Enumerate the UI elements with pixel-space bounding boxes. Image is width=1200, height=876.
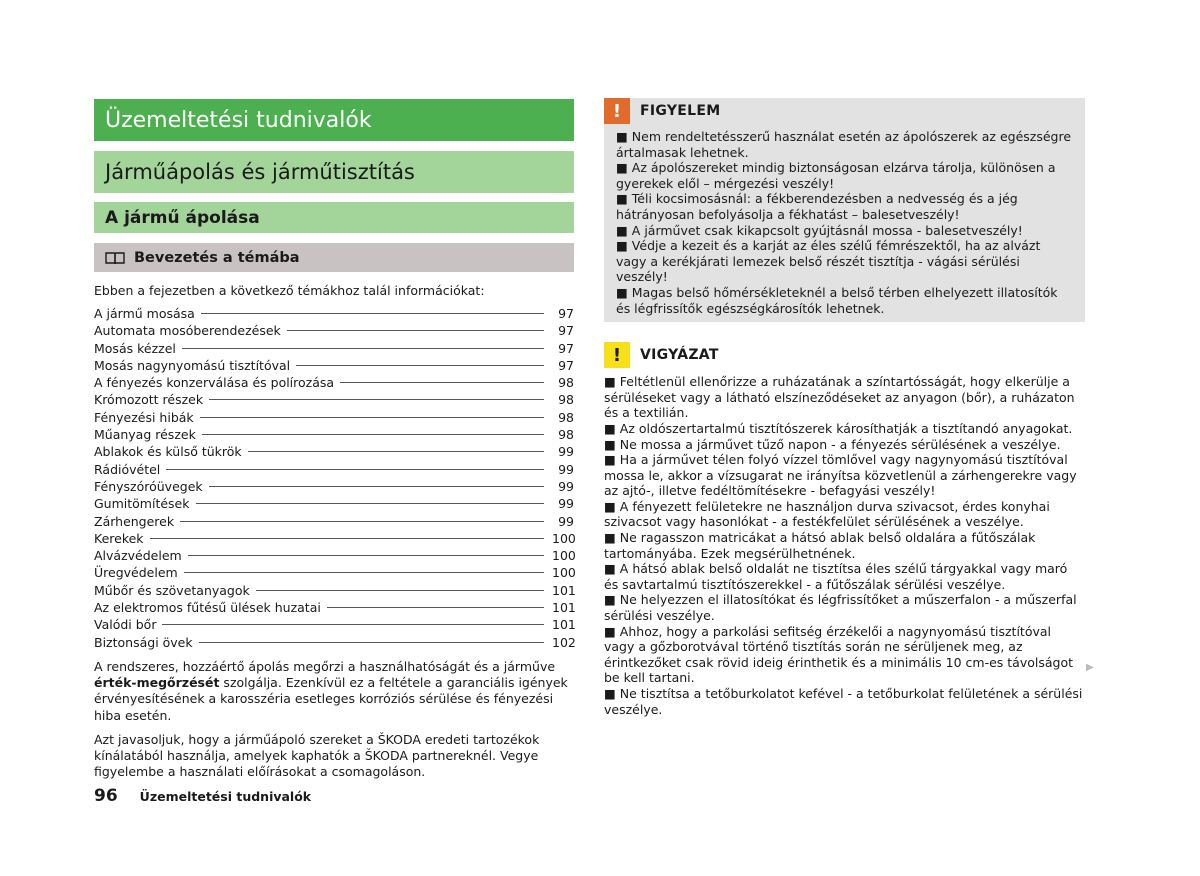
toc-leader-line bbox=[150, 538, 544, 539]
toc-entry-label: Üregvédelem bbox=[94, 565, 178, 581]
vigyazat-item-text: Ne tisztítsa a tetőburkolatot kefével - a tetőburkolat felületének a sérülési veszélye. bbox=[604, 686, 1083, 717]
intro-text: Ebben a fejezetben a következő témákhoz talál információkat: bbox=[94, 283, 485, 298]
figyelem-item-text: Az ápolószereket mindig biztonságosan elzárva tárolja, különösen a gyerekek elől – mérgezési veszély! bbox=[616, 160, 1056, 191]
toc-entry-label: Ablakok és külső tükrök bbox=[94, 444, 242, 460]
bullet-icon: ■ bbox=[616, 191, 632, 207]
toc-leader-line bbox=[200, 417, 544, 418]
vigyazat-item-text: Ahhoz, hogy a parkolási sefitség érzékelői a nagynyomású tisztítóval vagy a gőzborotvával történő tisztítás során ne sérüljenek meg, az érintkezőket csak rövid ideig érinthetik és a minimális 10 cm-es távolságot be kell tartani. bbox=[604, 623, 1074, 686]
vigyazat-item bbox=[604, 561, 1085, 592]
vigyazat-box bbox=[604, 342, 1085, 717]
toc-leader-line bbox=[327, 607, 544, 608]
toc-entry[interactable] bbox=[94, 409, 574, 426]
figyelem-item-text: Téli kocsimosásnál: a fékberendezésben a nedvesség és a jég hátrányosan befolyásolja a fékhatást – balesetveszély! bbox=[616, 191, 1018, 222]
toc-entry-page: 101 bbox=[552, 600, 576, 616]
figyelem-title: FIGYELEM bbox=[640, 103, 721, 119]
toc-leader-line bbox=[287, 330, 544, 331]
topic-heading bbox=[94, 243, 574, 272]
bullet-icon: ■ bbox=[604, 498, 620, 514]
bullet-icon: ■ bbox=[604, 530, 620, 546]
figyelem-item-text: Védje a kezeit és a karját az éles szélű fémrészektől, ha az alvázt vagy a kerékjárati lemezek belső részét tisztítja - vágási sérülési veszély! bbox=[616, 238, 1041, 285]
toc-entry-page: 102 bbox=[552, 634, 576, 650]
vigyazat-item-text: Ne helyezzen el illatosítókat és légfrissítőket a műszerfalon - a műszerfal sérülési veszélye. bbox=[604, 592, 1077, 624]
vigyazat-item-text: Ne ragasszon matricákat a hátsó ablak belső oldalára a fűtőszálak tartományába. Ezek megsérülhetnének. bbox=[604, 530, 1036, 561]
bullet-icon: ■ bbox=[616, 222, 632, 238]
toc-entry-page: 101 bbox=[552, 617, 576, 633]
toc-entry-label: Valódi bőr bbox=[94, 617, 157, 633]
toc-entry[interactable] bbox=[94, 513, 574, 530]
toc-entry-label: Alvázvédelem bbox=[94, 548, 182, 564]
toc-entry-label: Az elektromos fűtésű ülések huzatai bbox=[94, 600, 321, 616]
toc-leader-line bbox=[182, 348, 544, 349]
vigyazat-item bbox=[604, 452, 1085, 499]
toc-leader-line bbox=[209, 399, 544, 400]
toc-leader-line bbox=[209, 486, 544, 487]
figyelem-item bbox=[616, 191, 1073, 222]
paragraph-1 bbox=[94, 659, 574, 724]
toc-entry-page: 100 bbox=[552, 548, 576, 564]
page-footer bbox=[94, 786, 311, 806]
paragraph-1-text: A rendszeres, hozzáértő ápolás megőrzi a használhatóságát és a járműve bbox=[94, 658, 556, 674]
toc-entry[interactable] bbox=[94, 582, 574, 599]
toc-leader-line bbox=[166, 469, 544, 470]
vigyazat-item bbox=[604, 592, 1085, 623]
figyelem-item bbox=[616, 223, 1073, 239]
vigyazat-title: VIGYÁZAT bbox=[640, 347, 719, 364]
footer-title: Üzemeltetési tudnivalók bbox=[139, 789, 312, 804]
vigyazat-item-text: A hátsó ablak belső oldalát ne tisztítsa éles szélű tárgyakkal vagy maró és savtartalmú tisztítószerekkel - a fűtőszálak sérülési veszélye. bbox=[604, 561, 1068, 592]
toc-entry-label: Műanyag részek bbox=[94, 427, 196, 443]
bullet-icon: ■ bbox=[616, 238, 632, 254]
toc-leader-line bbox=[340, 382, 544, 383]
vigyazat-item bbox=[604, 530, 1085, 561]
vigyazat-header bbox=[604, 342, 1085, 368]
vigyazat-item-text: Az oldószertartalmú tisztítószerek károsíthatják a tisztítandó anyagokat. bbox=[619, 420, 1073, 436]
toc-entry[interactable] bbox=[94, 564, 574, 581]
bullet-icon: ■ bbox=[604, 420, 620, 436]
toc-entry-page: 98 bbox=[558, 392, 574, 408]
toc-entry-page: 97 bbox=[558, 340, 574, 356]
continue-arrow-icon: ▶ bbox=[1086, 662, 1094, 673]
toc-entry[interactable] bbox=[94, 530, 574, 547]
section-heading: Járműápolás és járműtisztítás bbox=[94, 151, 574, 193]
toc-entry[interactable] bbox=[94, 599, 574, 616]
bullet-icon: ■ bbox=[616, 284, 632, 300]
figyelem-header bbox=[612, 98, 1073, 124]
bullet-icon: ■ bbox=[604, 623, 620, 639]
toc-entry-label: Zárhengerek bbox=[94, 513, 175, 529]
caution-icon: ! bbox=[604, 342, 630, 368]
vigyazat-item bbox=[604, 624, 1085, 686]
toc-entry[interactable] bbox=[94, 340, 574, 357]
toc-leader-line bbox=[188, 555, 544, 556]
figyelem-list bbox=[616, 129, 1073, 316]
toc-entry-label: Gumitömítések bbox=[94, 496, 190, 512]
toc-entry[interactable] bbox=[94, 357, 574, 374]
paragraph-1-bold: érték-megőrzését bbox=[94, 675, 220, 691]
figyelem-item bbox=[616, 238, 1073, 285]
toc-entry-label: Mosás nagynyomású tisztítóval bbox=[94, 357, 291, 373]
toc-entry-page: 99 bbox=[558, 478, 574, 494]
toc-entry-page: 98 bbox=[558, 375, 574, 391]
toc-entry[interactable] bbox=[94, 305, 574, 322]
toc-entry-page: 101 bbox=[552, 582, 576, 598]
bullet-icon: ■ bbox=[604, 436, 620, 452]
vigyazat-item-text: Ne mossa a járművet tűző napon - a fényezés sérülésének a veszélye. bbox=[619, 436, 1061, 452]
toc-entry-label: Automata mosóberendezések bbox=[94, 323, 281, 339]
toc-entry-page: 100 bbox=[552, 565, 576, 581]
bullet-icon: ■ bbox=[604, 592, 620, 608]
bullet-icon: ■ bbox=[604, 561, 620, 577]
vigyazat-item-text: Ha a járművet télen folyó vízzel tömlővel vagy nagynyomású tisztítóval mossa le, akkor a vízsugarat ne irányítsa közvetlenül a zárhengerekre vagy az ajtó-, illetve fedéltömítésekre - befagyási veszély! bbox=[604, 452, 1077, 499]
vigyazat-item-text: A fényezett felületekre ne használjon durva szivacsot, érdes konyhai szivacsot vagy hasonlókat - a festékfelület sérülésének a veszélye. bbox=[604, 498, 1050, 530]
toc-entry[interactable] bbox=[94, 391, 574, 408]
toc-entry-label: Műbőr és szövetanyagok bbox=[94, 582, 250, 598]
toc-leader-line bbox=[184, 572, 544, 573]
toc-entry-label: Biztonsági övek bbox=[94, 634, 193, 650]
figyelem-item bbox=[616, 129, 1073, 160]
toc-entry-label: Fényezési hibák bbox=[94, 409, 194, 425]
toc-entry-page: 100 bbox=[552, 530, 576, 546]
bullet-icon: ■ bbox=[604, 374, 620, 390]
toc-entry-page: 99 bbox=[558, 461, 574, 477]
toc-leader-line bbox=[248, 451, 544, 452]
toc-entry-label: A jármű mosása bbox=[94, 306, 195, 321]
toc-entry-label: Rádióvétel bbox=[94, 461, 161, 477]
figyelem-item-text: Magas belső hőmérsékleteknél a belső térben elhelyezett illatosítók és légfrissítők egészségkárosítók lehetnek. bbox=[616, 284, 1058, 316]
vigyazat-item bbox=[604, 421, 1085, 437]
page-number: 96 bbox=[94, 786, 118, 806]
toc-entry[interactable] bbox=[94, 426, 574, 443]
bullet-icon: ■ bbox=[616, 160, 632, 176]
toc-entry[interactable] bbox=[94, 616, 574, 633]
right-column bbox=[604, 98, 1085, 717]
toc-entry[interactable] bbox=[94, 634, 574, 651]
toc-entry-page: 99 bbox=[558, 444, 574, 460]
figyelem-item bbox=[616, 285, 1073, 316]
toc-entry-page: 99 bbox=[558, 496, 574, 512]
toc-leader-line bbox=[180, 521, 544, 522]
toc-leader-line bbox=[256, 590, 544, 591]
toc-leader-line bbox=[162, 624, 544, 625]
topic-heading-text: Bevezetés a témába bbox=[134, 249, 300, 266]
toc-entry-label: Mosás kézzel bbox=[94, 340, 176, 356]
bullet-icon: ■ bbox=[616, 129, 632, 144]
toc-leader-line bbox=[296, 365, 544, 366]
vigyazat-item-text: Feltétlenül ellenőrizze a ruházatának a színtartósságát, hogy elkerülje a sérüléseket vagy a látható elszíneződéseket az anyagon (bőr), a ruházaton és a textilián. bbox=[604, 374, 1075, 421]
vigyazat-item bbox=[604, 437, 1085, 453]
toc-entry-page: 97 bbox=[558, 357, 574, 373]
toc-entry[interactable] bbox=[94, 495, 574, 512]
table-of-contents bbox=[94, 305, 574, 651]
warning-icon: ! bbox=[604, 98, 630, 124]
toc-entry-label: A fényezés konzerválása és polírozása bbox=[94, 375, 335, 391]
toc-leader-line bbox=[199, 642, 544, 643]
vigyazat-item bbox=[604, 686, 1085, 717]
vigyazat-item bbox=[604, 499, 1085, 530]
toc-entry-label: Fényszóróüvegek bbox=[94, 478, 203, 494]
toc-entry-page: 97 bbox=[558, 323, 574, 339]
toc-entry[interactable] bbox=[94, 547, 574, 564]
toc-entry-label: Krómozott részek bbox=[94, 392, 204, 408]
paragraph-2: Azt javasoljuk, hogy a járműápoló szereket a ŠKODA eredeti tartozékok kínálatából használja, amelyek kaphatók a ŠKODA partnereknél. Vegye figyelembe a használati előírásokat a csomagoláson. bbox=[94, 731, 540, 780]
figyelem-item-text: Nem rendeltetésszerű használat esetén az ápolószerek az egészségre ártalmasak lehetnek. bbox=[616, 129, 1072, 160]
bullet-icon: ■ bbox=[604, 686, 620, 701]
toc-entry-page: 99 bbox=[558, 513, 574, 529]
toc-entry-page: 97 bbox=[558, 306, 574, 321]
paragraph-1-text-end: szolgálja. Ezenkívül ez a feltétele a garanciális igények érvényesítésének a karosszéria esetleges korróziós sérülése és fényezési hiba esetén. bbox=[94, 675, 568, 723]
bullet-icon: ■ bbox=[604, 452, 620, 468]
toc-entry-page: 98 bbox=[558, 409, 574, 425]
toc-entry-page: 98 bbox=[558, 427, 574, 443]
subsection-heading: A jármű ápolása bbox=[94, 202, 574, 233]
toc-leader-line bbox=[201, 313, 544, 314]
toc-entry[interactable] bbox=[94, 322, 574, 339]
toc-entry[interactable] bbox=[94, 374, 574, 391]
toc-entry[interactable] bbox=[94, 461, 574, 478]
toc-entry-label: Kerekek bbox=[94, 530, 144, 546]
figyelem-box bbox=[604, 98, 1085, 322]
figyelem-item-text: A járművet csak kikapcsolt gyújtásnál mossa - balesetveszély! bbox=[631, 222, 1023, 238]
toc-leader-line bbox=[196, 503, 545, 504]
book-icon bbox=[105, 251, 125, 265]
figyelem-item bbox=[616, 160, 1073, 191]
left-column bbox=[94, 99, 574, 780]
vigyazat-item bbox=[604, 374, 1085, 421]
vigyazat-list bbox=[604, 374, 1085, 717]
toc-entry[interactable] bbox=[94, 443, 574, 460]
toc-entry[interactable] bbox=[94, 478, 574, 495]
chapter-heading: Üzemeltetési tudnivalók bbox=[94, 99, 574, 141]
toc-leader-line bbox=[202, 434, 544, 435]
